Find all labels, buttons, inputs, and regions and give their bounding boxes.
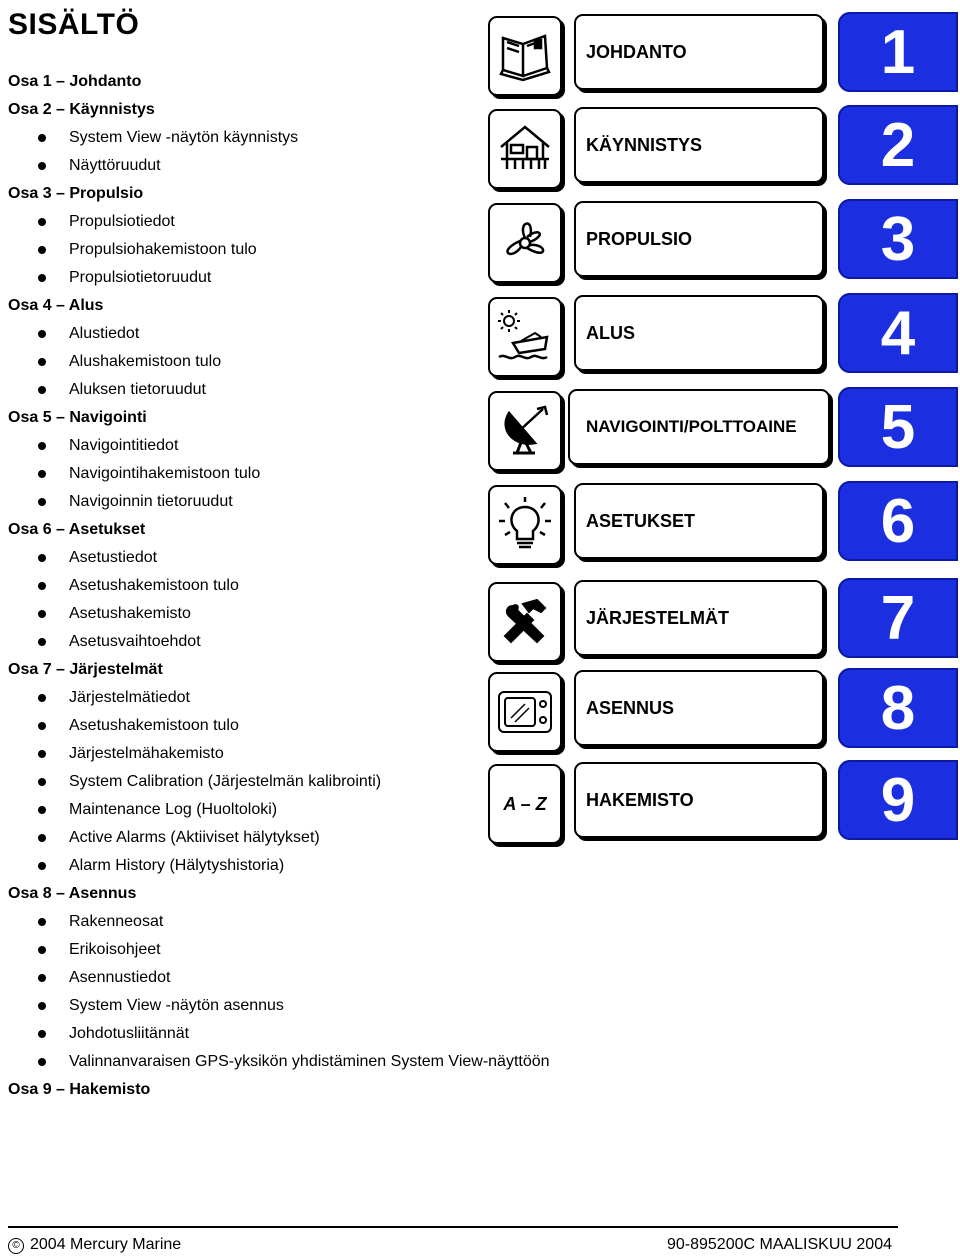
toc-entry-text: Alushakemistoon tulo xyxy=(69,353,222,370)
page-title: SISÄLTÖ xyxy=(8,8,140,41)
toc-entry-text: System View -näytön asennus xyxy=(69,997,284,1014)
bullet-icon xyxy=(38,862,46,870)
bullet-icon xyxy=(38,806,46,814)
toc-entry-text: System Calibration (Järjestelmän kalibrointi) xyxy=(69,773,382,790)
toc-entry-text: Asetushakemistoon tulo xyxy=(69,717,239,734)
bullet-icon xyxy=(38,750,46,758)
bullet-icon xyxy=(38,694,46,702)
toc-list-item[interactable] xyxy=(8,936,608,964)
boat-sun-icon xyxy=(495,307,555,367)
bullet-icon xyxy=(38,610,46,618)
toc-entry-text: Asetushakemistoon tulo xyxy=(69,577,239,594)
house-icon xyxy=(497,121,553,177)
toc-entry-text: Propulsiohakemistoon tulo xyxy=(69,241,257,258)
toc-entry-text: Osa 2 – Käynnistys xyxy=(8,101,155,118)
section-number-tab[interactable] xyxy=(838,668,958,748)
toc-list-item[interactable] xyxy=(8,908,608,936)
section-label-box[interactable] xyxy=(574,483,824,559)
section-label: ALUS xyxy=(586,322,635,343)
bullet-icon xyxy=(38,330,46,338)
bullet-icon xyxy=(38,582,46,590)
bullet-icon xyxy=(38,386,46,394)
section-label-box[interactable] xyxy=(574,762,824,838)
section-icon-box[interactable] xyxy=(488,485,562,565)
bullet-icon xyxy=(38,246,46,254)
section-number: 8 xyxy=(880,673,916,743)
footer-left-text: 2004 Mercury Marine xyxy=(30,1236,182,1253)
bullet-icon xyxy=(38,778,46,786)
toc-entry-text: Osa 3 – Propulsio xyxy=(8,185,144,202)
section-number-tab[interactable] xyxy=(838,199,958,279)
a-z-icon: A – Z xyxy=(503,793,547,814)
section-number-tab[interactable] xyxy=(838,293,958,373)
toc-entry-text: Active Alarms (Aktiiviset hälytykset) xyxy=(69,829,320,846)
section-label: KÄYNNISTYS xyxy=(586,134,703,155)
toc-entry-text: Navigoinnin tietoruudut xyxy=(69,493,233,510)
bullet-icon xyxy=(38,1030,46,1038)
section-number-tab[interactable] xyxy=(838,105,958,185)
footer-document-code: 90-895200C MAALISKUU 2004 xyxy=(666,1236,892,1253)
bullet-icon xyxy=(38,1058,46,1066)
section-number: 4 xyxy=(880,298,916,368)
section-icon-box[interactable] xyxy=(488,16,562,96)
bullet-icon xyxy=(38,918,46,926)
toc-section-heading[interactable] xyxy=(8,880,608,908)
toc-entry-text: Osa 5 – Navigointi xyxy=(8,409,147,426)
toc-list-item[interactable] xyxy=(8,964,608,992)
section-icon-box[interactable] xyxy=(488,297,562,377)
toc-entry-text: Maintenance Log (Huoltoloki) xyxy=(69,801,278,818)
bullet-icon xyxy=(38,470,46,478)
toc-entry-text: Navigointihakemistoon tulo xyxy=(69,465,261,482)
toc-list-item[interactable] xyxy=(8,1020,608,1048)
section-label-box[interactable] xyxy=(574,201,824,277)
bullet-icon xyxy=(38,218,46,226)
bullet-icon xyxy=(38,358,46,366)
toc-entry-text: Asetusvaihtoehdot xyxy=(69,633,201,650)
toc-entry-text: Propulsiotiedot xyxy=(69,213,175,230)
section-icon-box[interactable] xyxy=(488,672,562,752)
section-number: 1 xyxy=(880,17,916,87)
satellite-dish-icon xyxy=(497,403,553,459)
toc-entry-text: Johdotusliitännät xyxy=(69,1025,190,1042)
toc-entry-text: Näyttöruudut xyxy=(69,157,161,174)
section-label: ASETUKSET xyxy=(586,510,696,531)
toc-entry-text: Alarm History (Hälytyshistoria) xyxy=(69,857,285,874)
section-label: JÄRJESTELMÄT xyxy=(586,607,730,628)
bullet-icon xyxy=(38,554,46,562)
lightbulb-icon xyxy=(495,495,555,555)
bullet-icon xyxy=(38,498,46,506)
toc-entry-text: Osa 4 – Alus xyxy=(8,297,104,314)
toc-list-item[interactable] xyxy=(8,852,608,880)
toc-entry-text: Osa 6 – Asetukset xyxy=(8,521,146,538)
bullet-icon xyxy=(38,274,46,282)
section-label: ASENNUS xyxy=(586,697,675,718)
toc-entry-text: Asennustiedot xyxy=(69,969,171,986)
bullet-icon xyxy=(38,638,46,646)
toc-entry-text: Asetustiedot xyxy=(69,549,158,566)
toc-entry-text: Valinnanvaraisen GPS-yksikön yhdistäminen System View-näyttöön xyxy=(69,1053,550,1070)
toc-entry-text: Järjestelmähakemisto xyxy=(69,745,224,762)
section-icon-box[interactable] xyxy=(488,203,562,283)
copyright-icon: © xyxy=(8,1238,24,1254)
footer-copyright xyxy=(8,1236,181,1254)
toc-entry-text: Propulsiotietoruudut xyxy=(69,269,212,286)
section-label: HAKEMISTO xyxy=(586,789,694,810)
propeller-icon xyxy=(497,215,553,271)
toc-entry-text: System View -näytön käynnistys xyxy=(69,129,299,146)
section-label-box[interactable] xyxy=(574,670,824,746)
section-label-box[interactable] xyxy=(574,295,824,371)
section-icon-box[interactable] xyxy=(488,109,562,189)
section-label: NAVIGOINTI/POLTTOAINE xyxy=(586,417,797,436)
toc-section-heading[interactable] xyxy=(8,1076,608,1104)
bullet-icon xyxy=(38,722,46,730)
section-number: 2 xyxy=(880,110,916,180)
section-number-tab[interactable] xyxy=(838,12,958,92)
section-icon-box[interactable] xyxy=(488,391,562,471)
bullet-icon xyxy=(38,134,46,142)
bullet-icon xyxy=(38,162,46,170)
toc-entry-text: Osa 9 – Hakemisto xyxy=(8,1081,151,1098)
section-label: PROPULSIO xyxy=(586,228,693,249)
section-number: 6 xyxy=(880,486,916,556)
section-label-box[interactable] xyxy=(574,107,824,183)
section-number: 5 xyxy=(880,392,916,462)
toc-entry-text: Erikoisohjeet xyxy=(69,941,161,958)
toc-entry-text: Osa 7 – Järjestelmät xyxy=(8,661,163,678)
section-number-tab[interactable] xyxy=(838,387,958,467)
book-icon xyxy=(497,28,553,84)
bullet-icon xyxy=(38,1002,46,1010)
section-icon-box[interactable] xyxy=(488,764,562,844)
section-label-box[interactable] xyxy=(568,389,830,465)
section-number-tab[interactable] xyxy=(838,578,958,658)
section-label-box[interactable] xyxy=(574,14,824,90)
section-number-tab[interactable] xyxy=(838,760,958,840)
section-label: JOHDANTO xyxy=(586,41,687,62)
section-number-tab[interactable] xyxy=(838,481,958,561)
toc-list-item[interactable] xyxy=(8,1048,608,1076)
display-unit-icon xyxy=(495,682,555,742)
toc-entry-text: Aluksen tietoruudut xyxy=(69,381,206,398)
toc-entry-text: Alustiedot xyxy=(69,325,140,342)
footer-divider xyxy=(8,1226,898,1228)
bullet-icon xyxy=(38,442,46,450)
tools-icon xyxy=(497,594,553,650)
toc-entry-text: Osa 1 – Johdanto xyxy=(8,73,142,90)
bullet-icon xyxy=(38,974,46,982)
toc-entry-text: Rakenneosat xyxy=(69,913,164,930)
toc-entry-text: Osa 8 – Asennus xyxy=(8,885,137,902)
bullet-icon xyxy=(38,834,46,842)
section-label-box[interactable] xyxy=(574,580,824,656)
section-number: 9 xyxy=(880,765,916,835)
section-icon-box[interactable] xyxy=(488,582,562,662)
section-number: 3 xyxy=(880,204,916,274)
section-number: 7 xyxy=(880,583,916,653)
toc-entry-text: Järjestelmätiedot xyxy=(69,689,190,706)
toc-entry-text: Navigointitiedot xyxy=(69,437,179,454)
toc-entry-text: Asetushakemisto xyxy=(69,605,191,622)
bullet-icon xyxy=(38,946,46,954)
toc-list-item[interactable] xyxy=(8,992,608,1020)
